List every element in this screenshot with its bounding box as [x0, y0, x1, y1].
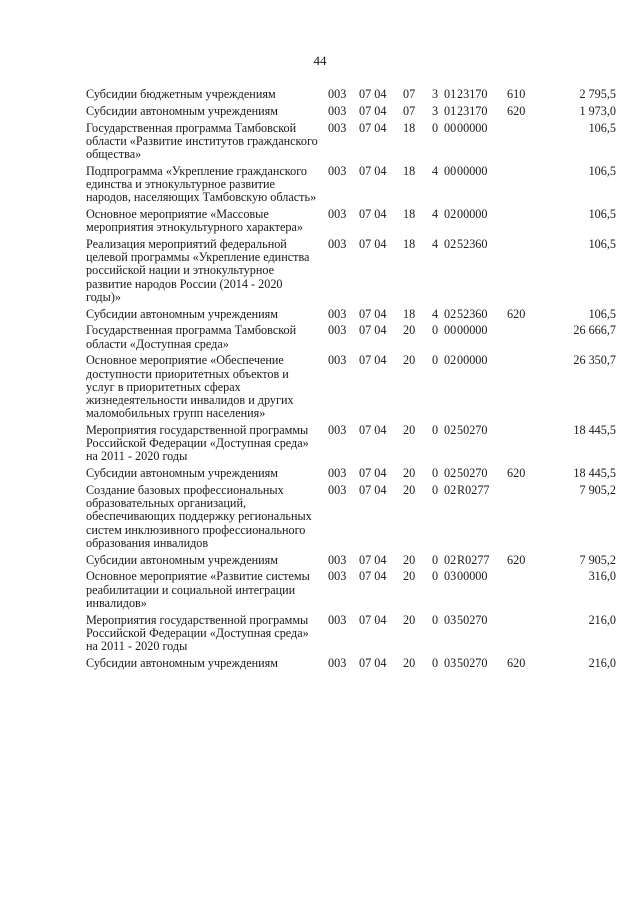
table-row: [86, 657, 616, 670]
table-row: [86, 238, 616, 304]
program-code: 18: [403, 237, 416, 251]
row-description: Субсидии бюджетным учреждениям: [86, 87, 276, 101]
row-description: Основное мероприятие «Массовые мероприятия этнокультурного характера»: [86, 207, 303, 235]
section-code: 07 04: [359, 612, 387, 627]
event-code: 00: [444, 163, 457, 178]
direction-code: 23170: [457, 103, 488, 118]
ministry-code: 003: [328, 569, 347, 584]
table-row: [86, 208, 616, 234]
row-description: Основное мероприятие «Развитие системы реабилитации и социальной интеграции инвалидов»: [86, 569, 310, 610]
section-code: 07 04: [359, 103, 387, 118]
direction-code: 00000: [457, 120, 488, 135]
program-code: 18: [403, 207, 416, 221]
table-row: [86, 554, 616, 567]
expense-type-code: 610: [507, 87, 526, 101]
subprogram-code: 0: [432, 612, 439, 627]
program-code: 07: [403, 103, 416, 118]
amount-value: 106,5: [588, 237, 616, 251]
row-description: Государственная программа Тамбовской области «Развитие институтов гражданского общества»: [86, 120, 318, 161]
direction-code: R0277: [457, 552, 490, 567]
program-code: 20: [403, 552, 416, 567]
ministry-code: 003: [328, 353, 347, 368]
expense-type-code: 620: [507, 103, 526, 118]
direction-code: 52360: [457, 306, 488, 321]
amount-value: 18 445,5: [573, 466, 616, 481]
section-code: 07 04: [359, 120, 387, 135]
section-code: 07 04: [359, 466, 387, 481]
subprogram-code: 0: [432, 353, 439, 368]
row-description: Субсидии автономным учреждениям: [86, 103, 278, 118]
program-code: 20: [403, 569, 416, 584]
row-description: Мероприятия государственной программы Российской Федерации «Доступная среда» на 2011 - 2020 годы: [86, 612, 309, 654]
table-row: [86, 88, 616, 101]
section-code: 07 04: [359, 207, 387, 221]
amount-value: 1 973,0: [579, 103, 616, 118]
table-row: [86, 424, 616, 464]
event-code: 01: [444, 103, 457, 118]
table-row: [86, 324, 616, 350]
event-code: 03: [444, 655, 457, 670]
program-code: 20: [403, 466, 416, 481]
subprogram-code: 0: [432, 323, 439, 338]
event-code: 02: [444, 483, 457, 498]
row-description: Создание базовых профессиональных образовательных организаций, обеспечивающих поддержку региональных систем инклюзивного профессионального образования инвалидов: [86, 483, 312, 550]
event-code: 02: [444, 423, 457, 438]
table-row: [86, 570, 616, 610]
direction-code: 00000: [457, 353, 488, 368]
subprogram-code: 4: [432, 237, 439, 251]
section-code: 07 04: [359, 237, 387, 251]
subprogram-code: 0: [432, 120, 439, 135]
amount-value: 106,5: [588, 207, 616, 221]
program-code: 20: [403, 483, 416, 498]
ministry-code: 003: [328, 237, 347, 251]
table-row: [86, 354, 616, 420]
amount-value: 2 795,5: [579, 87, 616, 101]
direction-code: 50270: [457, 612, 488, 627]
row-description: Основное мероприятие «Обеспечение доступности приоритетных объектов и услуг в приоритетных сферах жизнедеятельности инвалидов и других маломобильных групп населения»: [86, 353, 294, 421]
program-code: 18: [403, 306, 416, 321]
direction-code: 50270: [457, 655, 488, 670]
program-code: 20: [403, 655, 416, 670]
section-code: 07 04: [359, 569, 387, 584]
subprogram-code: 4: [432, 207, 439, 221]
table-row: [86, 122, 616, 162]
expense-type-code: 620: [507, 466, 526, 481]
ministry-code: 003: [328, 466, 347, 481]
subprogram-code: 0: [432, 483, 439, 498]
event-code: 02: [444, 207, 457, 221]
section-code: 07 04: [359, 87, 387, 101]
amount-value: 216,0: [588, 655, 616, 670]
expense-type-code: 620: [507, 655, 526, 670]
event-code: 03: [444, 569, 457, 584]
section-code: 07 04: [359, 323, 387, 338]
subprogram-code: 4: [432, 163, 439, 178]
expense-type-code: 620: [507, 306, 526, 321]
section-code: 07 04: [359, 483, 387, 498]
subprogram-code: 3: [432, 103, 439, 118]
ministry-code: 003: [328, 163, 347, 178]
program-code: 20: [403, 612, 416, 627]
event-code: 01: [444, 87, 457, 101]
ministry-code: 003: [328, 207, 347, 221]
amount-value: 316,0: [588, 569, 616, 584]
direction-code: R0277: [457, 483, 490, 498]
section-code: 07 04: [359, 552, 387, 567]
section-code: 07 04: [359, 423, 387, 438]
direction-code: 50270: [457, 423, 488, 438]
program-code: 20: [403, 323, 416, 338]
program-code: 20: [403, 353, 416, 368]
event-code: 02: [444, 552, 457, 567]
amount-value: 106,5: [588, 306, 616, 321]
row-description: Субсидии автономным учреждениям: [86, 306, 278, 321]
program-code: 07: [403, 87, 416, 101]
amount-value: 26 666,7: [573, 323, 616, 338]
row-description: Государственная программа Тамбовской области «Доступная среда»: [86, 323, 297, 351]
program-code: 18: [403, 120, 416, 135]
amount-value: 26 350,7: [573, 353, 616, 368]
table-row: [86, 105, 616, 118]
subprogram-code: 0: [432, 552, 439, 567]
event-code: 02: [444, 306, 457, 321]
row-description: Мероприятия государственной программы Российской Федерации «Доступная среда» на 2011 - 2020 годы: [86, 423, 309, 464]
subprogram-code: 0: [432, 655, 439, 670]
row-description: Субсидии автономным учреждениям: [86, 552, 278, 567]
row-description: Субсидии автономным учреждениям: [86, 466, 278, 481]
amount-value: 106,5: [588, 163, 616, 178]
amount-value: 7 905,2: [579, 552, 616, 567]
direction-code: 00000: [457, 163, 488, 178]
table-row: [86, 165, 616, 205]
budget-table: [86, 88, 616, 674]
subprogram-code: 4: [432, 306, 439, 321]
event-code: 00: [444, 120, 457, 135]
subprogram-code: 0: [432, 423, 439, 438]
table-row: [86, 484, 616, 550]
event-code: 02: [444, 353, 457, 368]
ministry-code: 003: [328, 103, 347, 118]
direction-code: 52360: [457, 237, 488, 251]
section-code: 07 04: [359, 655, 387, 670]
direction-code: 00000: [457, 207, 488, 221]
section-code: 07 04: [359, 353, 387, 368]
ministry-code: 003: [328, 306, 347, 321]
ministry-code: 003: [328, 120, 347, 135]
subprogram-code: 0: [432, 569, 439, 584]
direction-code: 00000: [457, 323, 488, 338]
amount-value: 18 445,5: [573, 423, 616, 438]
direction-code: 23170: [457, 87, 488, 101]
ministry-code: 003: [328, 423, 347, 438]
section-code: 07 04: [359, 306, 387, 321]
program-code: 20: [403, 423, 416, 438]
ministry-code: 003: [328, 87, 347, 101]
row-description: Реализация мероприятий федеральной целевой программы «Укрепление единства российской нации и этнокультурное развитие народов России (2014 - 2020 годы)»: [86, 237, 310, 304]
ministry-code: 003: [328, 612, 347, 627]
subprogram-code: 0: [432, 466, 439, 481]
direction-code: 00000: [457, 569, 488, 584]
row-description: Подпрограмма «Укрепление гражданского единства и этнокультурное развитие народов, населяющих Тамбовскую область»: [86, 163, 317, 205]
amount-value: 106,5: [588, 120, 616, 135]
program-code: 18: [403, 163, 416, 178]
amount-value: 7 905,2: [579, 483, 616, 498]
event-code: 02: [444, 466, 457, 481]
direction-code: 50270: [457, 466, 488, 481]
expense-type-code: 620: [507, 552, 526, 567]
table-row: [86, 308, 616, 321]
event-code: 00: [444, 323, 457, 338]
row-description: Субсидии автономным учреждениям: [86, 655, 278, 670]
ministry-code: 003: [328, 655, 347, 670]
page-number: 44: [313, 53, 327, 68]
ministry-code: 003: [328, 483, 347, 498]
event-code: 02: [444, 237, 457, 251]
table-row: [86, 467, 616, 480]
ministry-code: 003: [328, 552, 347, 567]
subprogram-code: 3: [432, 87, 439, 101]
section-code: 07 04: [359, 163, 387, 178]
ministry-code: 003: [328, 323, 347, 338]
table-row: [86, 614, 616, 654]
amount-value: 216,0: [588, 612, 616, 627]
event-code: 03: [444, 612, 457, 627]
